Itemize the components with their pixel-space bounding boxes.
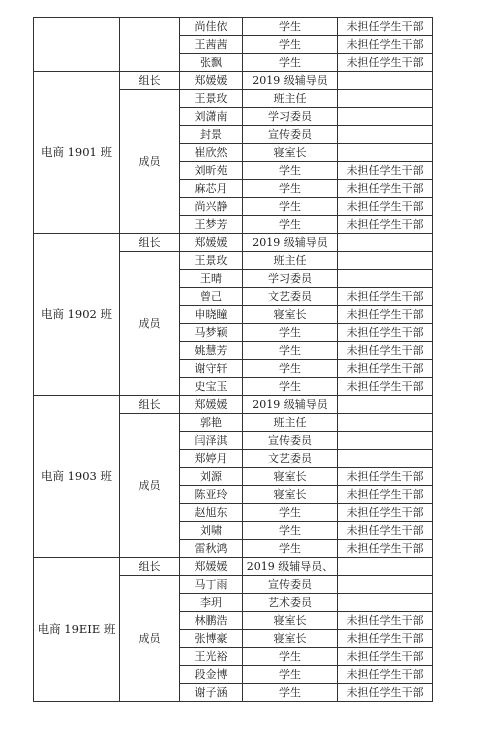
note-cell xyxy=(338,234,433,252)
roster-table-body xyxy=(34,18,433,702)
name-cell: 谢守轩 xyxy=(180,360,243,378)
role-cell: 班主任 xyxy=(243,414,338,432)
note-cell xyxy=(338,558,433,576)
note-cell: 未担任学生干部 xyxy=(338,486,433,504)
note-cell: 未担任学生干部 xyxy=(338,522,433,540)
name-cell: 王梦芳 xyxy=(180,216,243,234)
class-name-cell: 电商 1901 班 xyxy=(34,72,120,234)
note-cell: 未担任学生干部 xyxy=(338,198,433,216)
name-cell: 崔欣然 xyxy=(180,144,243,162)
note-cell xyxy=(338,126,433,144)
note-cell: 未担任学生干部 xyxy=(338,630,433,648)
role-cell: 文艺委员 xyxy=(243,450,338,468)
note-cell xyxy=(338,414,433,432)
note-cell: 未担任学生干部 xyxy=(338,666,433,684)
role-cell: 学生 xyxy=(243,360,338,378)
note-cell: 未担任学生干部 xyxy=(338,216,433,234)
name-cell: 王晴 xyxy=(180,270,243,288)
role-cell: 学生 xyxy=(243,684,338,702)
class-roster-document xyxy=(33,17,433,702)
name-cell: 林鹏浩 xyxy=(180,612,243,630)
note-cell: 未担任学生干部 xyxy=(338,18,433,36)
role-cell: 学生 xyxy=(243,162,338,180)
name-cell: 张博豪 xyxy=(180,630,243,648)
role-cell: 2019 级辅导员 xyxy=(243,396,338,414)
role-cell: 寝室长 xyxy=(243,306,338,324)
members-label-cell: 成员 xyxy=(120,576,180,702)
role-cell: 2019 级辅导员、 xyxy=(243,558,338,576)
note-cell: 未担任学生干部 xyxy=(338,162,433,180)
role-cell: 艺术委员 xyxy=(243,594,338,612)
name-cell: 王光裕 xyxy=(180,648,243,666)
leader-label-cell: 组长 xyxy=(120,396,180,414)
leader-row xyxy=(34,558,433,576)
note-cell: 未担任学生干部 xyxy=(338,504,433,522)
name-cell: 刘啸 xyxy=(180,522,243,540)
note-cell: 未担任学生干部 xyxy=(338,468,433,486)
name-cell: 郑媛媛 xyxy=(180,396,243,414)
name-cell: 郑媛媛 xyxy=(180,234,243,252)
name-cell: 陈亚玲 xyxy=(180,486,243,504)
class-name-cell: 电商 1903 班 xyxy=(34,396,120,558)
role-cell: 学生 xyxy=(243,378,338,396)
note-cell: 未担任学生干部 xyxy=(338,306,433,324)
role-cell: 学生 xyxy=(243,666,338,684)
role-cell: 学生 xyxy=(243,522,338,540)
note-cell: 未担任学生干部 xyxy=(338,324,433,342)
note-cell xyxy=(338,72,433,90)
class-name-cell: 电商 19EIE 班 xyxy=(34,558,120,702)
leader-row xyxy=(34,396,433,414)
leader-label-cell: 组长 xyxy=(120,234,180,252)
role-cell: 学生 xyxy=(243,180,338,198)
role-cell: 宣传委员 xyxy=(243,432,338,450)
name-cell: 刘昕苑 xyxy=(180,162,243,180)
note-cell xyxy=(338,270,433,288)
note-cell: 未担任学生干部 xyxy=(338,540,433,558)
role-cell: 学生 xyxy=(243,54,338,72)
leader-label-cell: 组长 xyxy=(120,72,180,90)
member-row xyxy=(34,18,433,36)
note-cell: 未担任学生干部 xyxy=(338,288,433,306)
role-cell: 班主任 xyxy=(243,90,338,108)
name-cell: 郑媛媛 xyxy=(180,558,243,576)
name-cell: 曾己 xyxy=(180,288,243,306)
role-cell: 寝室长 xyxy=(243,612,338,630)
note-cell: 未担任学生干部 xyxy=(338,180,433,198)
role-cell: 寝室长 xyxy=(243,144,338,162)
class-name-cell: 电商 1902 班 xyxy=(34,234,120,396)
name-cell: 郑婷月 xyxy=(180,450,243,468)
name-cell: 马梦颖 xyxy=(180,324,243,342)
name-cell: 李玥 xyxy=(180,594,243,612)
name-cell: 段金博 xyxy=(180,666,243,684)
note-cell xyxy=(338,144,433,162)
note-cell xyxy=(338,90,433,108)
class-name-cell xyxy=(34,18,120,72)
note-cell xyxy=(338,252,433,270)
name-cell: 雷秋鸿 xyxy=(180,540,243,558)
name-cell: 赵旭东 xyxy=(180,504,243,522)
note-cell: 未担任学生干部 xyxy=(338,342,433,360)
name-cell: 王茜茜 xyxy=(180,36,243,54)
role-cell: 学生 xyxy=(243,324,338,342)
name-cell: 申晓瞳 xyxy=(180,306,243,324)
members-label-cell: 成员 xyxy=(120,414,180,558)
note-cell: 未担任学生干部 xyxy=(338,360,433,378)
note-cell: 未担任学生干部 xyxy=(338,648,433,666)
members-label-cell xyxy=(120,18,180,72)
note-cell: 未担任学生干部 xyxy=(338,684,433,702)
note-cell xyxy=(338,432,433,450)
role-cell: 寝室长 xyxy=(243,630,338,648)
role-cell: 宣传委员 xyxy=(243,126,338,144)
role-cell: 学生 xyxy=(243,540,338,558)
role-cell: 文艺委员 xyxy=(243,288,338,306)
note-cell: 未担任学生干部 xyxy=(338,54,433,72)
name-cell: 刘源 xyxy=(180,468,243,486)
leader-row xyxy=(34,234,433,252)
name-cell: 封景 xyxy=(180,126,243,144)
name-cell: 郭艳 xyxy=(180,414,243,432)
role-cell: 学生 xyxy=(243,36,338,54)
role-cell: 学习委员 xyxy=(243,108,338,126)
leader-row xyxy=(34,72,433,90)
role-cell: 寝室长 xyxy=(243,468,338,486)
role-cell: 学生 xyxy=(243,198,338,216)
note-cell xyxy=(338,108,433,126)
name-cell: 姚慧芳 xyxy=(180,342,243,360)
note-cell xyxy=(338,450,433,468)
role-cell: 寝室长 xyxy=(243,486,338,504)
name-cell: 麻芯月 xyxy=(180,180,243,198)
members-label-cell: 成员 xyxy=(120,90,180,234)
name-cell: 王景玫 xyxy=(180,90,243,108)
role-cell: 学生 xyxy=(243,504,338,522)
name-cell: 郑媛媛 xyxy=(180,72,243,90)
role-cell: 2019 级辅导员 xyxy=(243,72,338,90)
name-cell: 马丁雨 xyxy=(180,576,243,594)
name-cell: 谢子涵 xyxy=(180,684,243,702)
name-cell: 张飘 xyxy=(180,54,243,72)
name-cell: 尚佳依 xyxy=(180,18,243,36)
note-cell xyxy=(338,594,433,612)
note-cell: 未担任学生干部 xyxy=(338,612,433,630)
note-cell xyxy=(338,396,433,414)
leader-label-cell: 组长 xyxy=(120,558,180,576)
name-cell: 王景玫 xyxy=(180,252,243,270)
note-cell: 未担任学生干部 xyxy=(338,378,433,396)
name-cell: 刘潇南 xyxy=(180,108,243,126)
name-cell: 闫泽淇 xyxy=(180,432,243,450)
role-cell: 学生 xyxy=(243,342,338,360)
role-cell: 学生 xyxy=(243,216,338,234)
role-cell: 学习委员 xyxy=(243,270,338,288)
roster-table xyxy=(33,17,433,702)
name-cell: 史宝玉 xyxy=(180,378,243,396)
note-cell xyxy=(338,576,433,594)
name-cell: 尚兴静 xyxy=(180,198,243,216)
role-cell: 宣传委员 xyxy=(243,576,338,594)
note-cell: 未担任学生干部 xyxy=(338,36,433,54)
members-label-cell: 成员 xyxy=(120,252,180,396)
role-cell: 班主任 xyxy=(243,252,338,270)
role-cell: 学生 xyxy=(243,648,338,666)
role-cell: 2019 级辅导员 xyxy=(243,234,338,252)
role-cell: 学生 xyxy=(243,18,338,36)
